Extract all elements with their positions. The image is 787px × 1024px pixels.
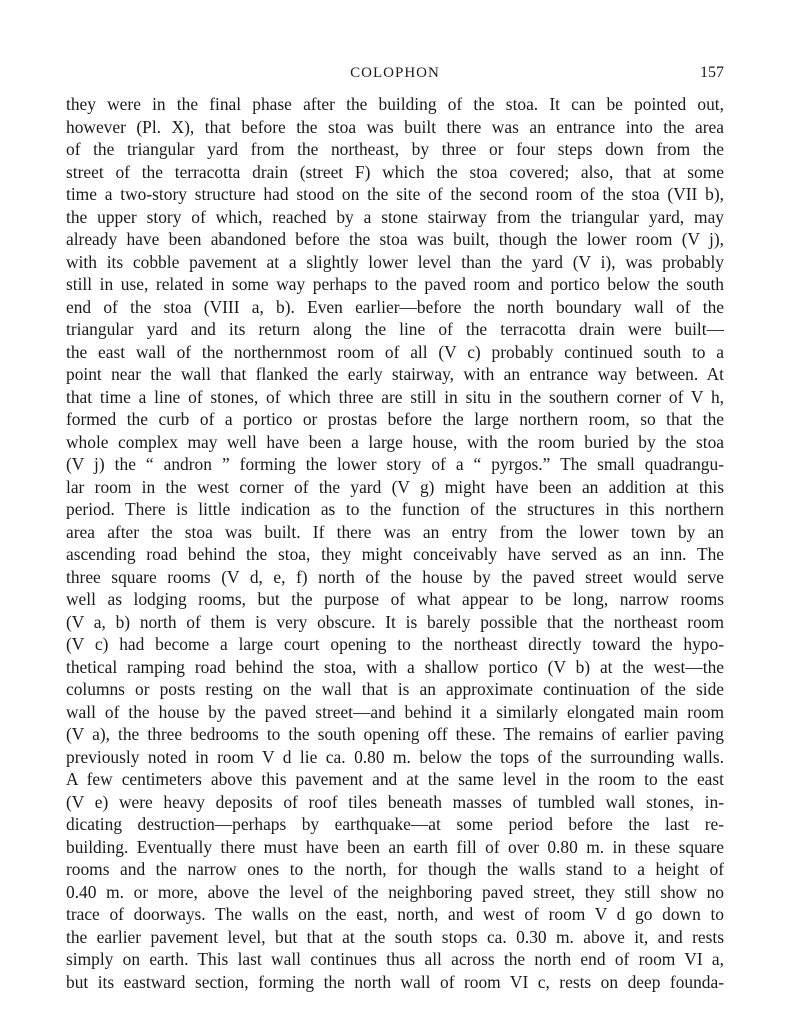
text-line: wall of the house by the paved street—and behind it a similarly elongated main room: [66, 701, 724, 722]
text-line: A few centimeters above this pavement and at the same level in the room to the east: [66, 769, 724, 789]
text-line: triangular yard and its return along the line of the terracotta drain were built—: [66, 319, 724, 339]
text-line: thetical ramping road behind the stoa, with a shallow portico (V b) at the west—the: [66, 656, 724, 677]
text-line: but its eastward section, forming the north wall of room VI c, rests on deep founda-: [66, 971, 724, 992]
text-line: (V c) had become a large court opening to the northeast directly toward the hypo-: [66, 634, 724, 654]
text-line: rooms and the narrow ones to the north, for though the walls stand to a height of: [66, 859, 724, 879]
text-line: of the triangular yard from the northeast, by three or four steps down from the: [66, 139, 724, 159]
text-line: the earlier pavement level, but that at the south stops ca. 0.30 m. above it, and rests: [66, 926, 724, 947]
text-line: area after the stoa was built. If there was an entry from the lower town by an: [66, 521, 724, 542]
text-line: formed the curb of a portico or prostas before the large northern room, so that the: [66, 409, 724, 429]
text-line: ascending road behind the stoa, they might conceivably have served as an inn. The: [66, 544, 724, 564]
text-line: that time a line of stones, of which three are still in situ in the southern corner of V h,: [66, 386, 724, 407]
text-line: (V a), the three bedrooms to the south opening off these. The remains of earlier paving: [66, 724, 724, 744]
text-line: however (Pl. X), that before the stoa was built there was an entrance into the area: [66, 116, 724, 137]
text-line: street of the terracotta drain (street F) which the stoa covered; also, that at some: [66, 161, 724, 182]
text-line: columns or posts resting on the wall that is an approximate continuation of the side: [66, 679, 724, 699]
text-line: the upper story of which, reached by a stone stairway from the triangular yard, may: [66, 206, 724, 227]
text-line: simply on earth. This last wall continues thus all across the north end of room VI a,: [66, 949, 724, 969]
text-line: whole complex may well have been a large house, with the room buried by the stoa: [66, 431, 724, 452]
text-line: (V a, b) north of them is very obscure. It is barely possible that the northeast room: [66, 611, 724, 632]
page-number: 157: [700, 64, 724, 81]
text-line: lar room in the west corner of the yard (V g) might have been an addition at this: [66, 476, 724, 497]
text-line: time a two-story structure had stood on the site of the second room of the stoa (VII b),: [66, 184, 724, 204]
text-line: they were in the final phase after the building of the stoa. It can be pointed out,: [66, 94, 724, 114]
text-line: still in use, related in some way perhaps to the paved room and portico below the south: [66, 274, 724, 294]
text-line: three square rooms (V d, e, f) north of the house by the paved street would serve: [66, 566, 724, 587]
text-line: already have been abandoned before the stoa was built, though the lower room (V j),: [66, 229, 724, 249]
body-text: [66, 93, 724, 993]
text-line: end of the stoa (VIII a, b). Even earlier—before the north boundary wall of the: [66, 296, 724, 317]
text-line: trace of doorways. The walls on the east, north, and west of room V d go down to: [66, 904, 724, 924]
text-line: the east wall of the northernmost room of all (V c) probably continued south to a: [66, 341, 724, 362]
text-line: building. Eventually there must have been an earth fill of over 0.80 m. in these square: [66, 836, 724, 857]
running-head: [66, 62, 724, 84]
text-line: previously noted in room V d lie ca. 0.80 m. below the tops of the surrounding walls.: [66, 746, 724, 767]
text-line: 0.40 m. or more, above the level of the neighboring paved street, they still show no: [66, 881, 724, 902]
text-line: (V j) the “ andron ” forming the lower story of a “ pyrgos.” The small quadrangu-: [66, 454, 724, 474]
text-line: well as lodging rooms, but the purpose of what appear to be long, narrow rooms: [66, 589, 724, 609]
text-line: point near the wall that flanked the early stairway, with an entrance way between. At: [66, 364, 724, 384]
text-line: with its cobble pavement at a slightly lower level than the yard (V i), was probably: [66, 251, 724, 272]
text-line: dicating destruction—perhaps by earthquake—at some period before the last re-: [66, 814, 724, 834]
text-line: period. There is little indication as to the function of the structures in this northern: [66, 499, 724, 519]
running-title: COLOPHON: [350, 65, 440, 81]
text-line: (V e) were heavy deposits of roof tiles beneath masses of tumbled wall stones, in-: [66, 791, 724, 812]
